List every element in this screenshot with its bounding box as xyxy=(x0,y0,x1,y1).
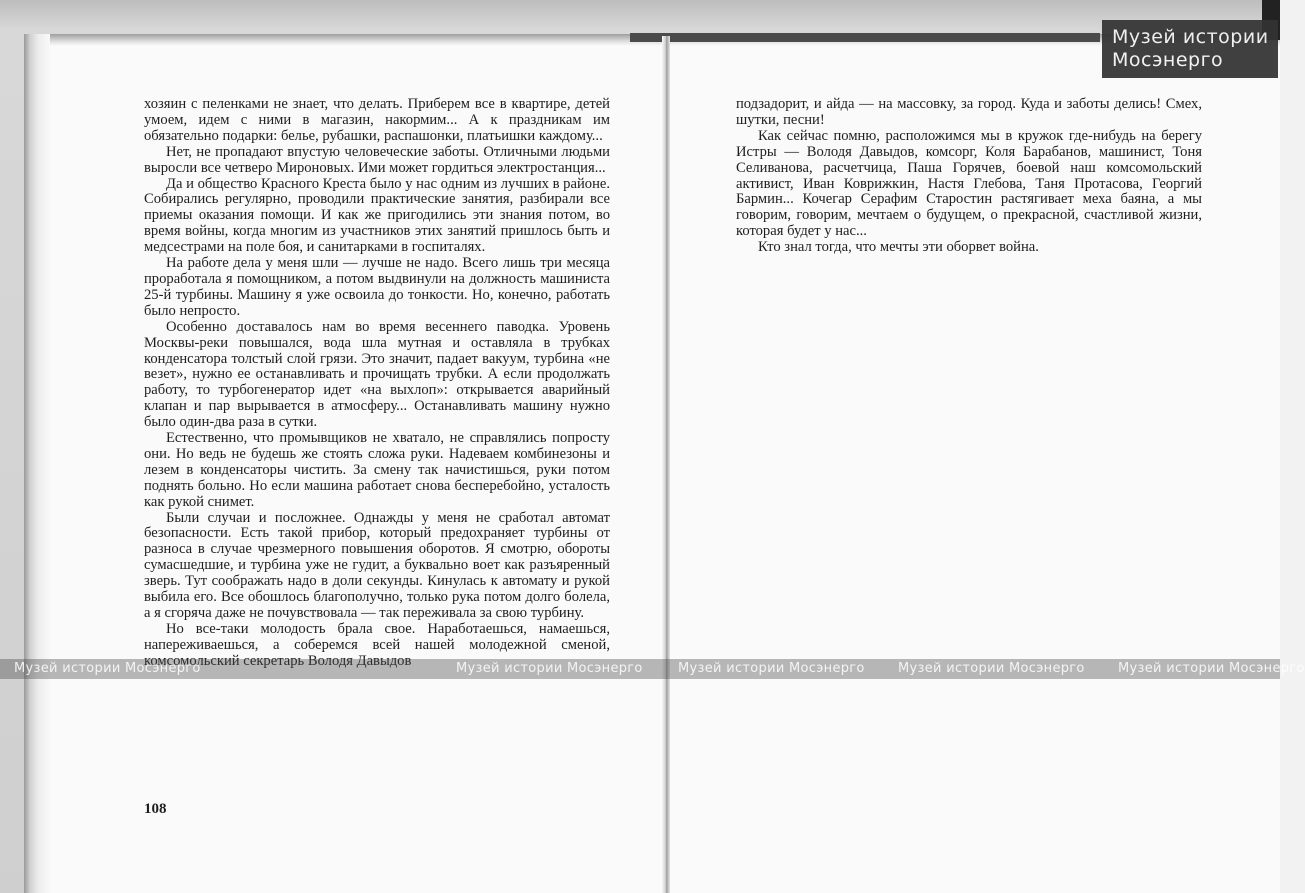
left-paragraph-4: На работе дела у меня шли — лучше не надо. Всего лишь три месяца проработала я помощником, а потом выдвинули на должность машиниста 25-й турбины. Машину я уже освоила до тонкости. Но, конечно, работать было непросто. xyxy=(144,255,610,319)
book-spine xyxy=(662,36,670,893)
left-paragraph-2: Нет, не пропадают впустую человеческие заботы. Отличными людьми выросли все четверо Мироновых. Ими может гордиться электростанция... xyxy=(144,143,610,176)
right-paragraph-2: Как сейчас помню, расположимся мы в кружок где-нибудь на берегу Истры — Володя Давыдов, комсорг, Коля Барабанов, машинист, Тоня Селиванова, расчетчица, Паша Горячев, боевой наш комсомольский активист, Иван Коврижкин, Настя Глебова, Таня Протасова, Георгий Бармин... Кочегар Серафим Старостин растягивает меха баяна, а мы говорим, говорим, мечтаем о будущем, о прекрасной, счастливой жизни, которая будет у нас... xyxy=(736,127,1202,240)
left-paragraph-5: Особенно доставалось нам во время весеннего паводка. Уровень Москвы-реки повышался, вода шла мутная и оставляла в трубках конденсатора толстый слой грязи. Это значит, падает вакуум, турбина «не везет», нужно ее останавливать и прочищать трубки. А если продолжать работу, то турбогенератор идет «на выхлоп»: открывается аварийный клапан и пар вырывается в атмосферу... Останавливать машину нужно было один-два раза в сутки. xyxy=(144,318,610,431)
museum-watermark-logo xyxy=(1102,20,1278,78)
left-paragraph-7: Были случаи и посложнее. Однажды у меня не сработал автомат безопасности. Есть такой прибор, который предохраняет турбины от разноса в случае чрезмерного повышения оборотов. Я смотрю, обороты сумасшедшие, и турбина уже не гудит, а буквально воет как разъяренный зверь. Тут соображать надо в доли секунды. Кинулась к автомату и рукой выбила его. Все обошлось благополучно, только рука потом долго болела, а я сгоряча даже не почувствовала — так переживала за свою турбину. xyxy=(144,509,610,621)
left-paragraph-1: хозяин с пеленками не знает, что делать. Приберем все в квартире, детей умоем, идем с ними в магазин, накормим... А к праздникам им обязательно подарки: белье, рубашки, распашонки, платьишки каждому... xyxy=(144,96,610,144)
watermark-title-line-2: Мосэнерго xyxy=(1112,49,1224,71)
left-paragraph-8: Но все-таки молодость брала свое. Наработаешься, намаешься, напереживаешься, а соберемся всей нашей молодежной сменой, комсомольский секретарь Володя Давыдов xyxy=(144,620,610,669)
right-page-text xyxy=(736,97,1202,256)
watermark-band-text-2: Музей истории Мосэнерго xyxy=(456,661,643,676)
left-paragraph-3: Да и общество Красного Креста было у нас одним из лучших в районе. Собирались регулярно, проводили практические занятия, разбирали все приемы оказания помощи. И как же пригодились эти знания потом, во время войны, когда многим из участников этих занятий пришлось быть и медсестрами на поле боя, и санитарками в госпиталях. xyxy=(144,175,610,256)
left-paragraph-6: Естественно, что промывщиков не хватало, не справлялись попросту они. Но ведь не будешь же стоять сложа руки. Надеваем комбинезоны и лезем в конденсаторы чистить. За смену так начистишься, руки потом поднять больно. Но если машина работает снова бесперебойно, усталость как рукой снимет. xyxy=(144,430,610,510)
watermark-title-line-1: Музей истории xyxy=(1112,26,1269,48)
left-page-text xyxy=(144,97,610,670)
right-paragraph-3: Кто знал тогда, что мечты эти оборвет война. xyxy=(758,239,1039,256)
watermark-band-text-5: Музей истории Мосэнерго xyxy=(1118,661,1305,676)
book-left-edge xyxy=(24,34,52,893)
watermark-band-text-4: Музей истории Мосэнерго xyxy=(898,661,1085,676)
page-number: 108 xyxy=(144,801,167,817)
right-paragraph-1: подзадорит, и айда — на массовку, за город. Куда и заботы делись! Смех, шутки, песни! xyxy=(736,96,1202,128)
watermark-band-text-1: Музей истории Мосэнерго xyxy=(14,661,201,676)
scan-dark-strip xyxy=(630,33,1100,42)
watermark-band-text-3: Музей истории Мосэнерго xyxy=(678,661,865,676)
